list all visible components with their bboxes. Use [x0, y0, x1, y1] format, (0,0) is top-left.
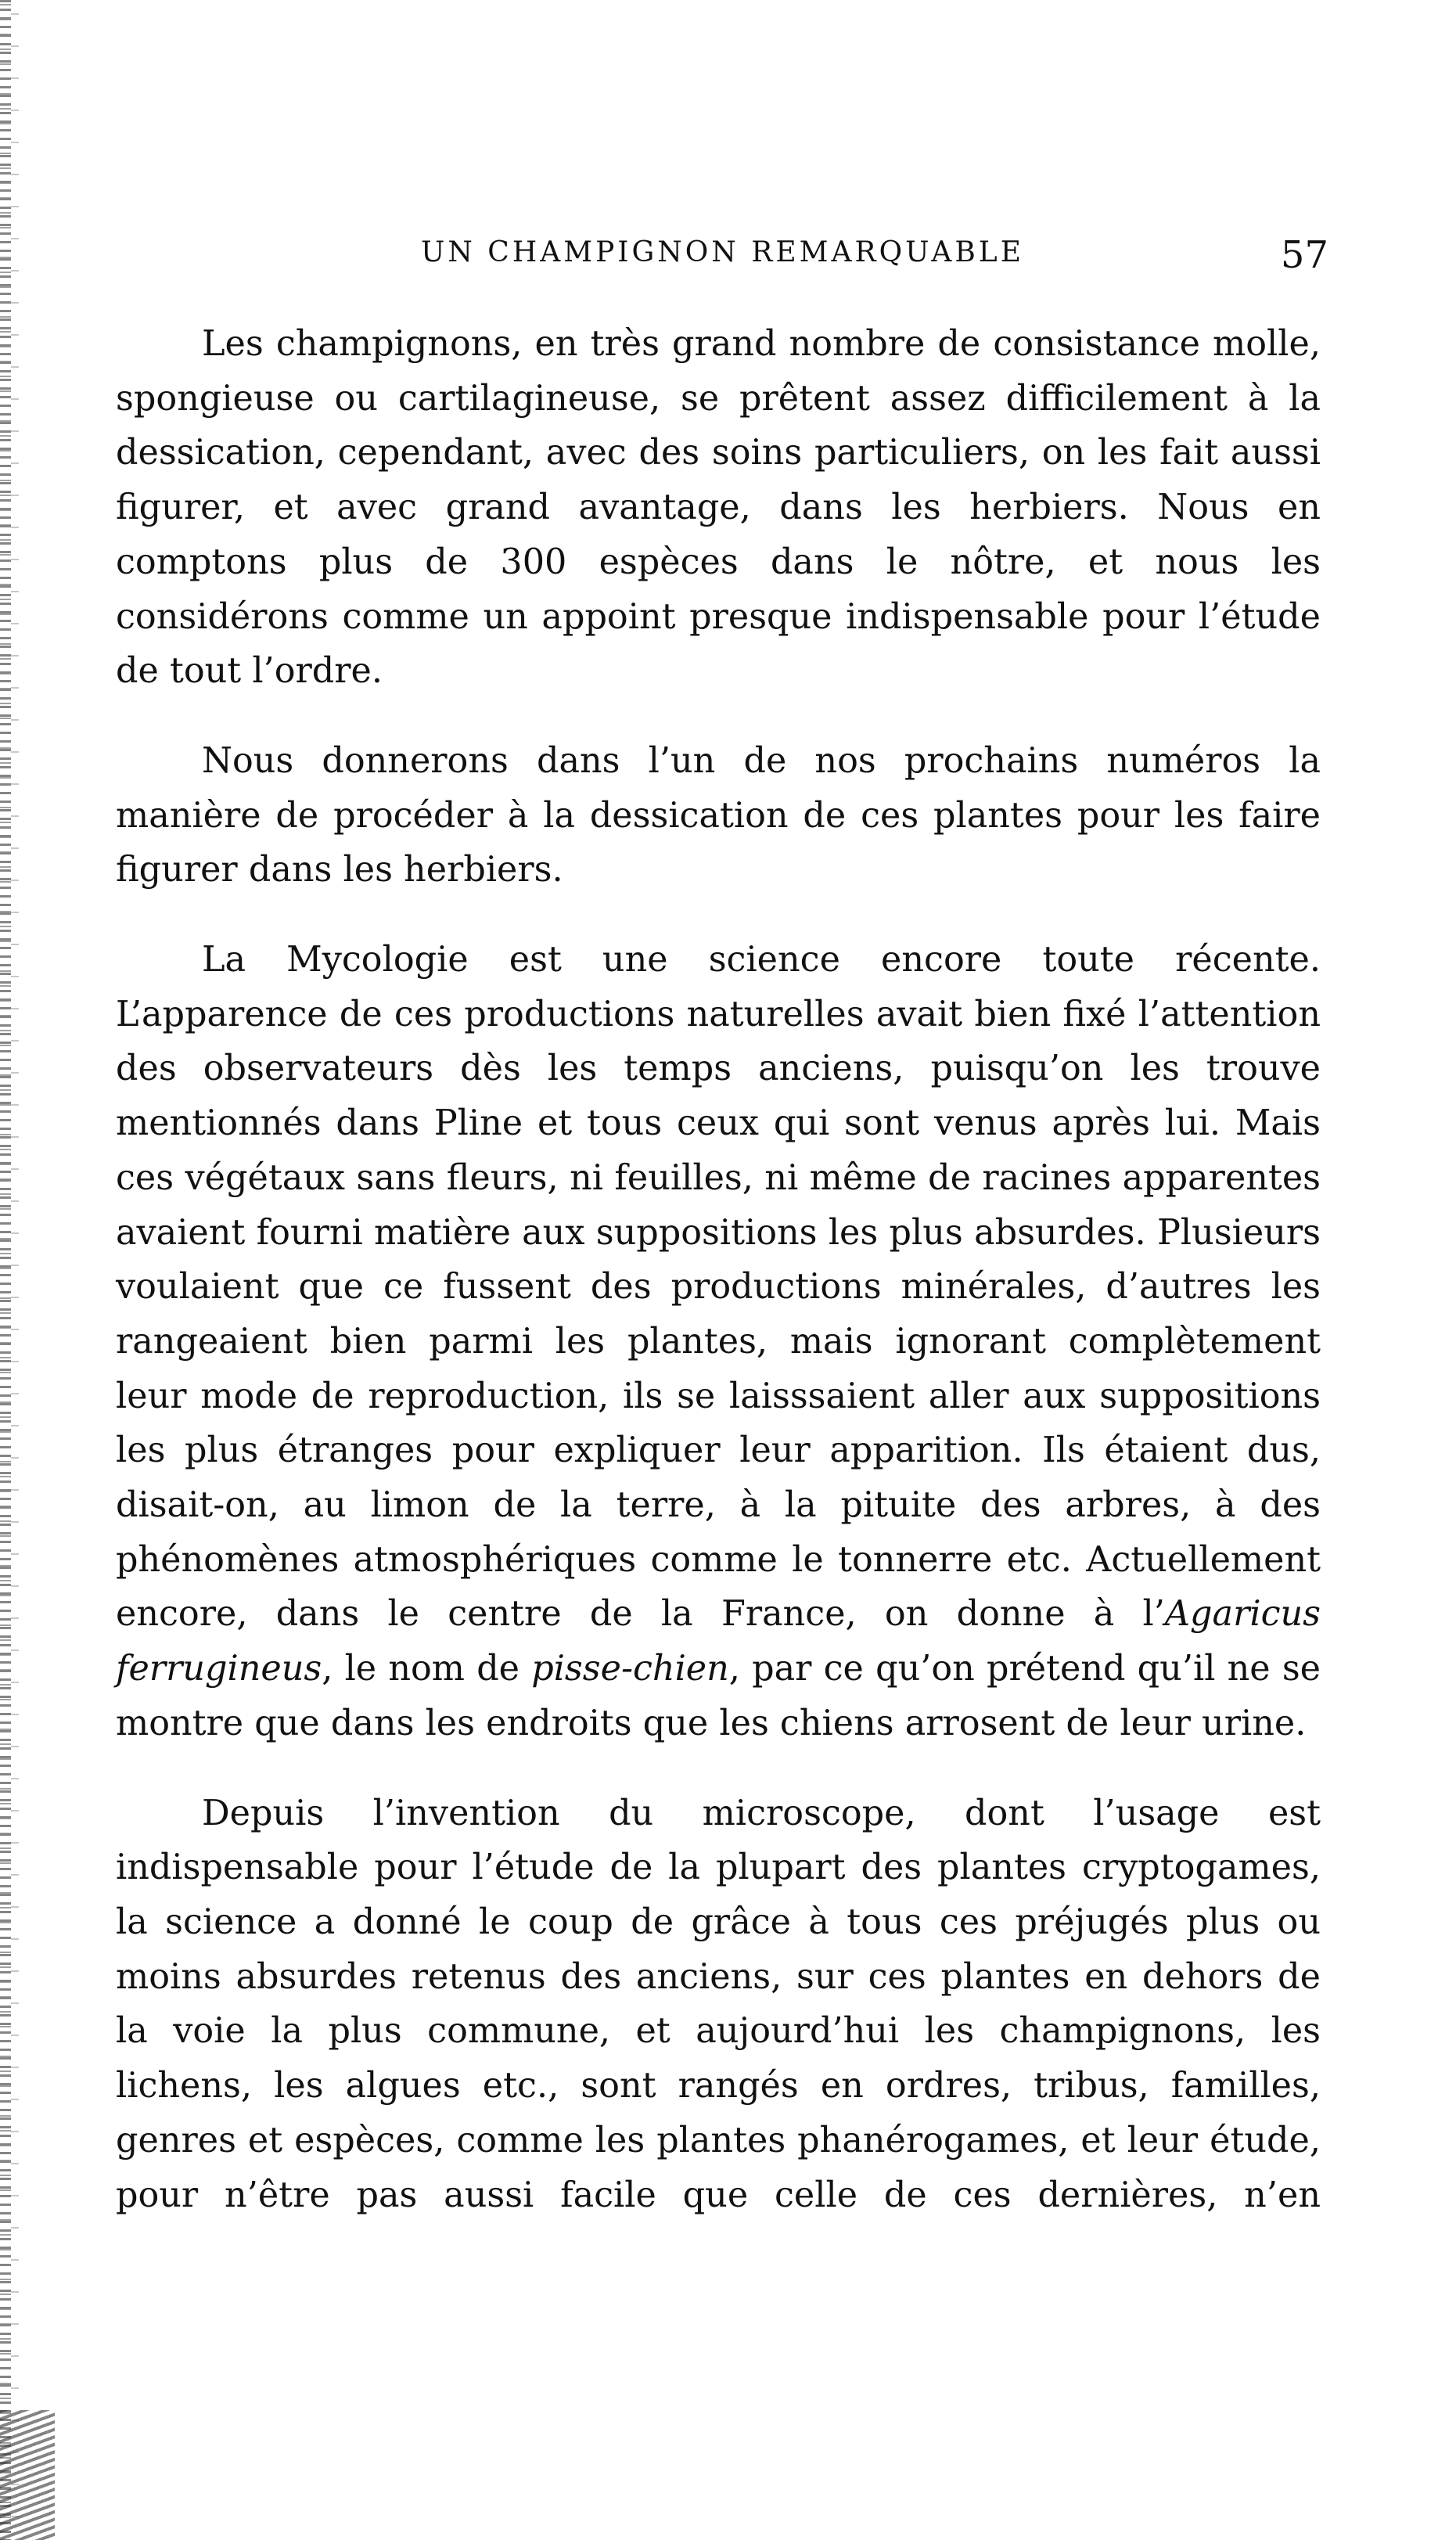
scan-edge-noise — [11, 0, 19, 2540]
common-name-italic: pisse-chien — [531, 1649, 729, 1689]
species-name-italic: Agaricus ferrugineus — [116, 1594, 1321, 1689]
page-number: 57 — [1280, 233, 1328, 277]
paragraph: Depuis l’invention du microscope, dont l’usage est indispensable pour l’étude de la plupart des plantes cryptogames, la science a donné le coup de grâce à tous ces préjugés plus ou moins absurdes retenus des anciens, sur ces plantes en dehors de la voie la plus commune, et aujourd’hui les champignons, les lichens, les algues etc., sont rangés en ordres, tribus, familles, genres et espèces, comme les plantes phanérogames, et leur étude, pour n’être pas aussi facile que celle de ces dernières, n’en — [116, 1793, 1321, 2215]
scan-edge-shadow — [0, 0, 11, 2540]
paragraph — [116, 933, 1321, 1751]
running-title: UN CHAMPIGNON REMARQUABLE — [421, 236, 1024, 268]
paragraph: Les champignons, en très grand nombre de consistance molle, spongieuse ou cartilagineuse, se prêtent assez difficilement à la dessication, cependant, avec des soins particuliers, on les fait aussi figurer, et avec grand avantage, dans les herbiers. Nous en comptons plus de 300 espèces dans le nôtre, et nous les considérons comme un appoint presque indispensable pour l’étude de tout l’ordre. — [116, 324, 1321, 692]
paragraph: Nous donnerons dans l’un de nos prochains numéros la manière de procéder à la dessication de ces plantes pour les faire figurer dans les herbiers. — [116, 740, 1321, 890]
paragraph-text: La Mycologie est une science encore toute récente. L’apparence de ces productions naturelles avait bien fixé l’attention des observateurs dès les temps anciens, puisqu’on les trouve mentionnés dans Pline et tous ceux qui sont venus après lui. Mais ces végétaux sans fleurs, ni feuilles, ni même de racines apparentes avaient fourni matière aux suppositions les plus absurdes. Plusieurs voulaient que ce fussent des productions minérales, d’autres les rangeaient bien parmi les plantes, mais ignorant complètement leur mode de reproduction, ils se laisssaient aller aux suppositions les plus étranges pour expliquer leur apparition. Ils étaient dus, disait-on, au limon de la terre, à la pituite des arbres, à des phénomènes atmosphériques comme le tonnerre etc. Actuellement encore, dans le centre de la France, on donne à l’ — [116, 940, 1321, 1635]
paragraph-text: , par ce qu’on prétend qu’il ne se montre que dans les endroits que les chiens arrosent de leur urine. — [116, 1649, 1321, 1743]
body-text — [116, 317, 1321, 2222]
paragraph-text: , le nom de — [322, 1649, 532, 1689]
scan-corner-shadow — [0, 2410, 55, 2540]
page-header — [421, 233, 1328, 280]
